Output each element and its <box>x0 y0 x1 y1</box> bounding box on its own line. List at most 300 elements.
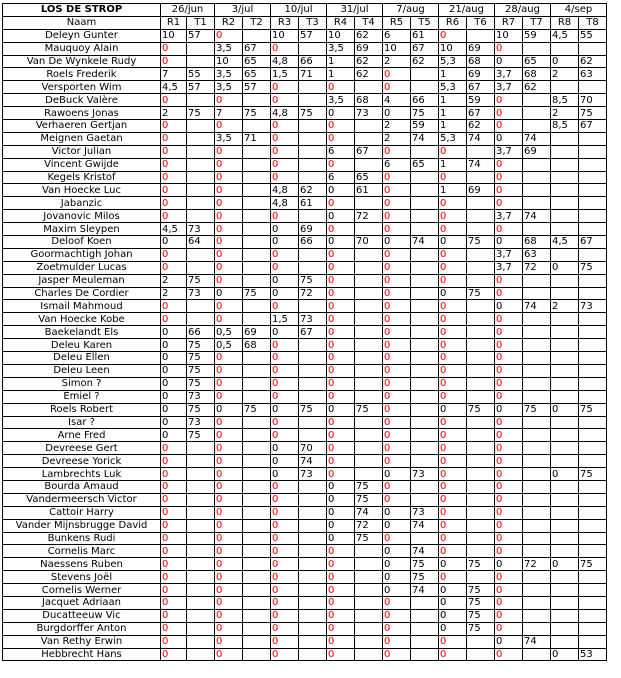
round-score-cell <box>411 377 439 390</box>
round-score-cell: 74 <box>299 455 327 468</box>
round-points-cell: 0 <box>327 390 355 403</box>
round-score-cell <box>467 519 495 532</box>
round-points-cell: 0 <box>383 506 411 519</box>
round-score-cell <box>467 29 495 42</box>
round-score-cell <box>579 635 607 648</box>
round-score-cell: 75 <box>187 107 215 120</box>
round-score-cell <box>243 377 271 390</box>
round-score-cell <box>523 622 551 635</box>
round-points-cell: 0 <box>439 274 467 287</box>
round-points-cell: 0 <box>439 506 467 519</box>
round-points-cell: 0 <box>495 274 523 287</box>
round-score-cell <box>187 197 215 210</box>
player-name: Maxim Sleypen <box>3 223 161 236</box>
round-points-cell: 0 <box>383 635 411 648</box>
round-points-cell: 0 <box>439 236 467 249</box>
round-score-cell <box>467 506 495 519</box>
round-points-cell: 0 <box>383 493 411 506</box>
round-points-cell: 0 <box>327 519 355 532</box>
round-points-cell: 0 <box>161 480 187 493</box>
round-points-cell: 0 <box>215 377 243 390</box>
table-row <box>3 519 607 532</box>
round-points-cell: 2 <box>551 68 579 81</box>
round-points-cell: 0 <box>215 197 243 210</box>
round-score-cell: 65 <box>411 158 439 171</box>
round-points-cell: 0 <box>439 468 467 481</box>
round-score-cell <box>579 480 607 493</box>
round-points-cell: 0 <box>495 455 523 468</box>
round-score-cell: 70 <box>579 94 607 107</box>
round-points-cell: 0 <box>271 584 299 597</box>
round-points-cell: 0 <box>495 390 523 403</box>
round-points-cell: 0 <box>271 622 299 635</box>
round-points-cell: 4,5 <box>551 236 579 249</box>
round-points-cell: 0 <box>495 584 523 597</box>
round-score-cell <box>411 68 439 81</box>
round-score-cell <box>187 145 215 158</box>
round-points-cell: 7 <box>161 68 187 81</box>
round-score-cell <box>299 584 327 597</box>
round-score-cell <box>411 261 439 274</box>
round-score-cell: 59 <box>411 120 439 133</box>
round-points-cell: 0 <box>215 248 243 261</box>
round-score-cell <box>187 300 215 313</box>
round-points-cell: 0 <box>383 596 411 609</box>
round-score-cell <box>579 158 607 171</box>
round-score-cell <box>243 622 271 635</box>
round-points-cell: 4,8 <box>271 197 299 210</box>
round-points-cell: 0 <box>161 158 187 171</box>
round-points-cell: 0 <box>327 545 355 558</box>
round-points-cell: 0 <box>215 442 243 455</box>
round-points-cell: 0 <box>383 287 411 300</box>
round-score-cell <box>243 120 271 133</box>
round-points-cell: 4,5 <box>161 81 187 94</box>
round-points-cell: 1 <box>327 68 355 81</box>
round-points-cell: 1 <box>327 55 355 68</box>
round-points-cell: 0 <box>383 171 411 184</box>
round-score-cell <box>243 532 271 545</box>
table-row <box>3 210 607 223</box>
round-score-cell <box>187 120 215 133</box>
round-points-cell: 0 <box>161 442 187 455</box>
round-score-cell: 75 <box>243 403 271 416</box>
round-points-cell: 0 <box>161 184 187 197</box>
round-score-cell <box>187 210 215 223</box>
round-points-cell: 2 <box>383 120 411 133</box>
round-points-cell: 0 <box>439 635 467 648</box>
player-name: Deloof Koen <box>3 236 161 249</box>
round-points-cell: 0 <box>215 171 243 184</box>
round-score-cell: 75 <box>187 274 215 287</box>
round-score-cell: 75 <box>579 261 607 274</box>
round-points-cell: 3,5 <box>215 42 243 55</box>
round-score-cell <box>579 223 607 236</box>
round-score-cell <box>467 532 495 545</box>
player-name: Deleu Karen <box>3 339 161 352</box>
round-points-cell: 0 <box>215 584 243 597</box>
round-points-cell <box>551 171 579 184</box>
round-score-cell: 68 <box>523 68 551 81</box>
player-name: Isar ? <box>3 416 161 429</box>
round-score-cell <box>523 532 551 545</box>
date-header: 28/aug <box>495 4 551 17</box>
round-score-cell <box>355 223 383 236</box>
round-score-cell <box>579 145 607 158</box>
round-points-cell: 0 <box>383 364 411 377</box>
round-points-cell: 0 <box>439 416 467 429</box>
round-score-cell: 75 <box>579 558 607 571</box>
round-score-cell <box>243 261 271 274</box>
table-row <box>3 558 607 571</box>
round-points-cell <box>551 442 579 455</box>
round-points-cell: 0 <box>495 468 523 481</box>
round-score-cell <box>411 532 439 545</box>
round-points-cell: 0 <box>495 609 523 622</box>
round-score-cell <box>467 493 495 506</box>
table-row <box>3 584 607 597</box>
round-points-cell: 0 <box>271 364 299 377</box>
round-score-cell <box>243 609 271 622</box>
player-name: Vandermeersch Victor <box>3 493 161 506</box>
round-points-cell: 0 <box>215 622 243 635</box>
table-row <box>3 171 607 184</box>
round-points-cell: 0 <box>271 42 299 55</box>
round-score-cell <box>579 287 607 300</box>
round-score-cell <box>243 223 271 236</box>
round-points-cell: 0 <box>161 364 187 377</box>
round-score-cell <box>579 81 607 94</box>
round-points-cell: 0 <box>495 622 523 635</box>
column-header: R5 <box>383 16 411 29</box>
round-score-cell <box>243 248 271 261</box>
round-score-cell <box>411 81 439 94</box>
round-points-cell: 0 <box>215 261 243 274</box>
round-points-cell: 0 <box>439 545 467 558</box>
round-score-cell: 73 <box>187 390 215 403</box>
round-score-cell: 72 <box>355 519 383 532</box>
round-score-cell <box>411 197 439 210</box>
round-points-cell: 1 <box>439 158 467 171</box>
round-points-cell <box>551 519 579 532</box>
round-points-cell <box>551 377 579 390</box>
round-score-cell: 75 <box>467 584 495 597</box>
round-score-cell: 75 <box>187 364 215 377</box>
column-header-row <box>3 16 607 29</box>
round-points-cell: 0 <box>161 313 187 326</box>
round-score-cell <box>187 442 215 455</box>
round-score-cell: 74 <box>523 132 551 145</box>
round-score-cell <box>187 532 215 545</box>
round-points-cell <box>551 596 579 609</box>
round-points-cell: 0 <box>271 287 299 300</box>
round-score-cell <box>243 313 271 326</box>
round-score-cell <box>523 609 551 622</box>
player-name: Cornelis Werner <box>3 584 161 597</box>
round-score-cell: 72 <box>299 287 327 300</box>
round-score-cell <box>579 519 607 532</box>
round-score-cell <box>355 455 383 468</box>
round-points-cell: 0 <box>495 236 523 249</box>
round-score-cell: 67 <box>355 145 383 158</box>
round-points-cell: 10 <box>327 29 355 42</box>
table-row <box>3 429 607 442</box>
round-points-cell: 0 <box>271 377 299 390</box>
round-points-cell <box>551 81 579 94</box>
round-points-cell: 0 <box>161 429 187 442</box>
round-points-cell: 1 <box>439 107 467 120</box>
round-points-cell: 4,5 <box>161 223 187 236</box>
round-score-cell <box>467 339 495 352</box>
player-name: DeBuck Valère <box>3 94 161 107</box>
round-score-cell <box>187 261 215 274</box>
round-points-cell: 0 <box>215 287 243 300</box>
round-points-cell: 0 <box>161 545 187 558</box>
round-score-cell <box>355 377 383 390</box>
round-points-cell: 0 <box>271 506 299 519</box>
round-points-cell: 0 <box>161 506 187 519</box>
round-points-cell: 0 <box>271 596 299 609</box>
round-score-cell: 67 <box>243 42 271 55</box>
round-points-cell: 0 <box>161 248 187 261</box>
round-score-cell <box>299 571 327 584</box>
round-score-cell: 65 <box>243 68 271 81</box>
round-score-cell: 75 <box>243 287 271 300</box>
round-score-cell <box>411 493 439 506</box>
round-points-cell: 4 <box>383 94 411 107</box>
round-score-cell <box>299 609 327 622</box>
round-points-cell: 0 <box>215 364 243 377</box>
round-score-cell <box>523 571 551 584</box>
round-score-cell <box>243 416 271 429</box>
round-score-cell <box>299 248 327 261</box>
round-points-cell: 0 <box>495 519 523 532</box>
round-score-cell: 62 <box>355 29 383 42</box>
round-points-cell: 0 <box>439 261 467 274</box>
round-score-cell: 61 <box>355 184 383 197</box>
round-score-cell <box>355 545 383 558</box>
round-points-cell: 0 <box>495 339 523 352</box>
round-score-cell <box>467 429 495 442</box>
round-points-cell: 0 <box>271 274 299 287</box>
round-points-cell: 0 <box>327 120 355 133</box>
round-score-cell <box>579 42 607 55</box>
round-score-cell <box>467 390 495 403</box>
player-name: Meignen Gaetan <box>3 132 161 145</box>
round-score-cell <box>187 480 215 493</box>
round-points-cell: 0 <box>327 107 355 120</box>
round-score-cell <box>579 197 607 210</box>
date-header: 10/jul <box>271 4 327 17</box>
sheet-title: LOS DE STROP <box>3 4 161 17</box>
round-score-cell: 73 <box>299 468 327 481</box>
round-score-cell <box>187 455 215 468</box>
round-score-cell: 75 <box>355 532 383 545</box>
round-points-cell: 5,3 <box>439 81 467 94</box>
round-score-cell <box>579 596 607 609</box>
round-points-cell: 2 <box>161 287 187 300</box>
round-points-cell: 0 <box>161 493 187 506</box>
round-score-cell <box>355 468 383 481</box>
player-name: Bourda Amaud <box>3 480 161 493</box>
round-score-cell <box>523 352 551 365</box>
round-score-cell: 57 <box>187 29 215 42</box>
round-points-cell: 0 <box>271 455 299 468</box>
column-header: T3 <box>299 16 327 29</box>
round-points-cell <box>551 480 579 493</box>
round-points-cell: 0 <box>439 403 467 416</box>
date-header: 26/jun <box>161 4 215 17</box>
round-score-cell <box>187 506 215 519</box>
round-points-cell: 0 <box>383 584 411 597</box>
round-score-cell <box>467 248 495 261</box>
round-score-cell <box>523 197 551 210</box>
round-points-cell: 0 <box>215 571 243 584</box>
round-score-cell <box>243 184 271 197</box>
round-score-cell <box>411 596 439 609</box>
player-name: Cornelis Marc <box>3 545 161 558</box>
round-score-cell: 73 <box>355 107 383 120</box>
table-row <box>3 648 607 661</box>
round-points-cell: 0 <box>161 210 187 223</box>
player-name: Charles De Cordier <box>3 287 161 300</box>
round-score-cell: 66 <box>299 236 327 249</box>
round-score-cell <box>355 261 383 274</box>
round-score-cell <box>467 197 495 210</box>
round-score-cell <box>411 339 439 352</box>
round-points-cell: 0 <box>271 339 299 352</box>
round-points-cell <box>551 210 579 223</box>
player-name: Victor Julian <box>3 145 161 158</box>
round-score-cell <box>523 313 551 326</box>
round-score-cell <box>355 648 383 661</box>
round-points-cell: 0 <box>215 120 243 133</box>
round-points-cell: 10 <box>271 29 299 42</box>
round-score-cell <box>523 107 551 120</box>
round-score-cell <box>299 429 327 442</box>
round-points-cell <box>551 223 579 236</box>
round-score-cell <box>467 352 495 365</box>
round-points-cell: 0 <box>495 442 523 455</box>
round-score-cell: 73 <box>187 223 215 236</box>
table-row <box>3 416 607 429</box>
round-points-cell: 0 <box>327 132 355 145</box>
round-score-cell: 69 <box>243 326 271 339</box>
round-score-cell <box>355 416 383 429</box>
round-score-cell <box>523 519 551 532</box>
round-points-cell: 0 <box>495 42 523 55</box>
round-score-cell <box>355 158 383 171</box>
table-row <box>3 468 607 481</box>
round-points-cell: 0 <box>495 545 523 558</box>
round-points-cell <box>551 609 579 622</box>
round-score-cell <box>187 622 215 635</box>
round-points-cell: 0 <box>215 236 243 249</box>
round-score-cell: 63 <box>579 68 607 81</box>
round-points-cell: 0 <box>383 107 411 120</box>
round-points-cell: 1 <box>439 120 467 133</box>
round-score-cell <box>523 468 551 481</box>
round-score-cell <box>411 635 439 648</box>
round-score-cell: 75 <box>355 480 383 493</box>
round-score-cell: 67 <box>467 107 495 120</box>
round-score-cell <box>187 519 215 532</box>
round-score-cell: 62 <box>411 55 439 68</box>
round-points-cell: 6 <box>327 145 355 158</box>
player-name: Devreese Gert <box>3 442 161 455</box>
round-score-cell: 75 <box>411 107 439 120</box>
round-points-cell: 0 <box>495 648 523 661</box>
round-score-cell <box>523 339 551 352</box>
round-score-cell <box>243 480 271 493</box>
round-points-cell: 0 <box>383 326 411 339</box>
round-score-cell <box>299 519 327 532</box>
round-points-cell: 0 <box>327 158 355 171</box>
round-points-cell: 0 <box>495 158 523 171</box>
round-points-cell: 4,8 <box>271 184 299 197</box>
round-score-cell <box>579 377 607 390</box>
player-name: Roels Robert <box>3 403 161 416</box>
round-points-cell <box>551 506 579 519</box>
round-score-cell <box>579 571 607 584</box>
round-score-cell: 73 <box>187 416 215 429</box>
round-score-cell: 73 <box>411 506 439 519</box>
column-header: R4 <box>327 16 355 29</box>
round-points-cell: 0 <box>161 390 187 403</box>
round-score-cell <box>523 120 551 133</box>
player-name: Baekelandt Els <box>3 326 161 339</box>
round-points-cell: 0 <box>439 455 467 468</box>
round-points-cell: 0 <box>439 532 467 545</box>
round-points-cell: 0 <box>439 29 467 42</box>
round-points-cell: 3,7 <box>495 81 523 94</box>
round-score-cell <box>243 442 271 455</box>
round-score-cell <box>467 210 495 223</box>
round-points-cell: 0 <box>383 184 411 197</box>
round-score-cell <box>411 364 439 377</box>
round-score-cell <box>355 197 383 210</box>
round-score-cell <box>243 29 271 42</box>
round-points-cell: 0 <box>327 429 355 442</box>
table-row <box>3 158 607 171</box>
round-points-cell: 0 <box>271 145 299 158</box>
round-points-cell: 0 <box>215 480 243 493</box>
round-score-cell: 73 <box>299 313 327 326</box>
round-points-cell: 0 <box>439 352 467 365</box>
round-points-cell: 0 <box>439 377 467 390</box>
round-points-cell: 0 <box>439 339 467 352</box>
round-score-cell <box>523 94 551 107</box>
round-points-cell: 0 <box>383 210 411 223</box>
round-score-cell <box>355 132 383 145</box>
column-header: T4 <box>355 16 383 29</box>
round-points-cell: 0 <box>271 132 299 145</box>
round-points-cell: 0 <box>439 248 467 261</box>
column-header: T7 <box>523 16 551 29</box>
round-score-cell: 75 <box>187 339 215 352</box>
round-points-cell: 0 <box>271 94 299 107</box>
round-points-cell: 0 <box>439 480 467 493</box>
round-points-cell <box>551 635 579 648</box>
round-score-cell <box>523 287 551 300</box>
round-points-cell: 0 <box>215 519 243 532</box>
table-row <box>3 480 607 493</box>
table-row <box>3 300 607 313</box>
round-points-cell: 0 <box>327 287 355 300</box>
round-points-cell: 0 <box>327 300 355 313</box>
round-score-cell <box>243 596 271 609</box>
round-points-cell: 0 <box>271 558 299 571</box>
